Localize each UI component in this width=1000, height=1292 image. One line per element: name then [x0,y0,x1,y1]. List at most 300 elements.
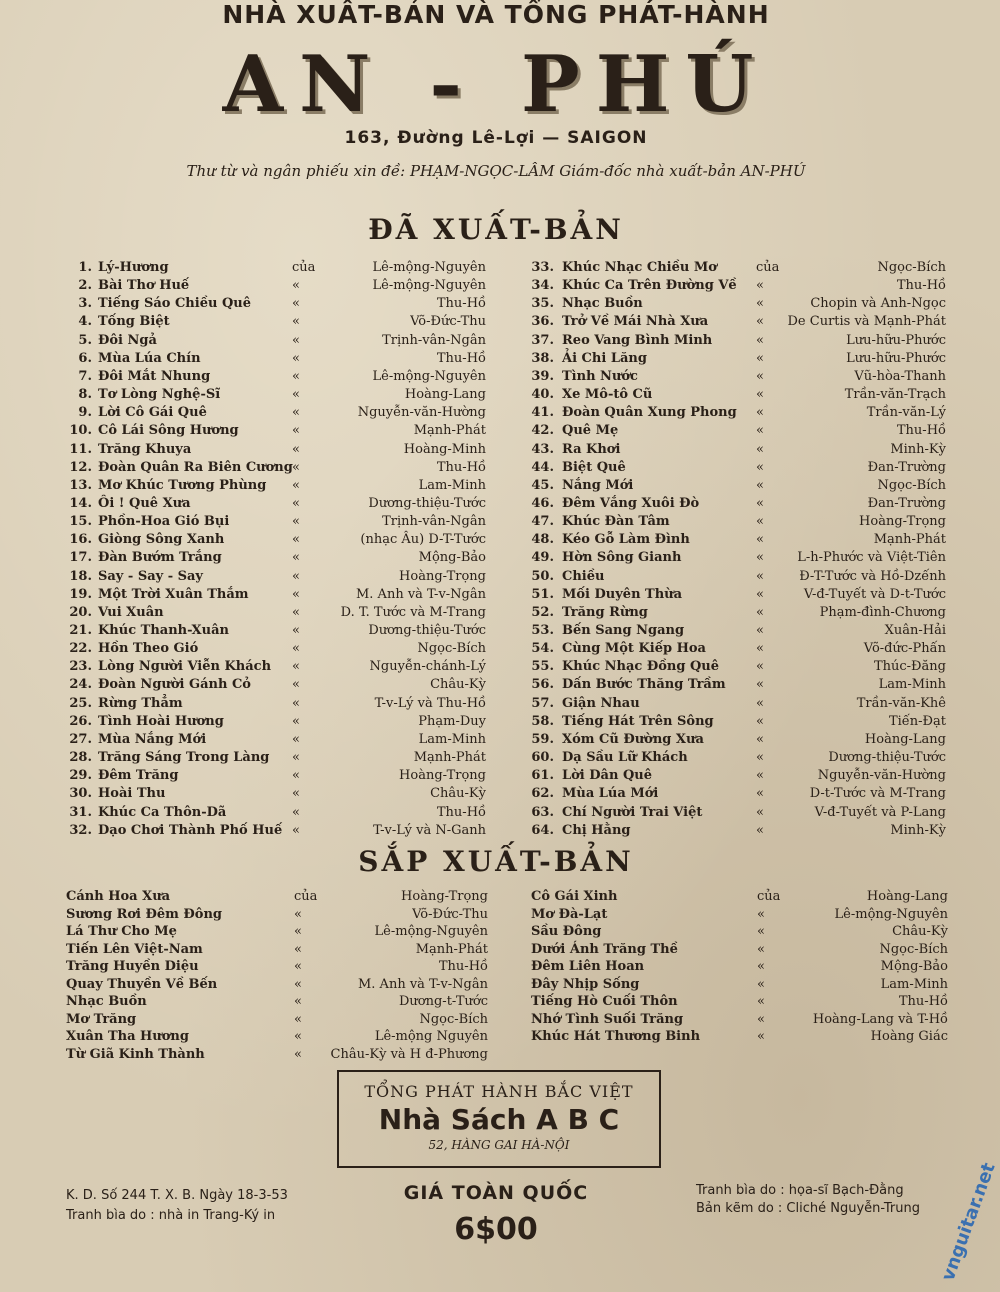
item-title: Hoài Thu [98,786,166,802]
upcoming-title: Xuân Tha Hương [66,1029,189,1044]
upcoming-author: Thu-Hồ [898,994,948,1009]
item-by: « [292,477,300,493]
item-by: « [292,677,300,693]
item-title: Kéo Gỗ Làm Đình [562,532,690,548]
item-title: Vui Xuân [98,604,164,620]
item-number: 32. [69,822,92,838]
item-number: 14. [69,495,92,511]
item-title: Đoàn Người Gánh Cỏ [98,677,251,693]
item-number: 58. [531,713,554,729]
footer-left-1: K. D. Số 244 T. X. B. Ngày 18-3-53 [66,1188,288,1203]
item-title: Dấn Bước Thăng Trầm [562,677,726,693]
upcoming-by: « [294,941,302,957]
item-number: 60. [531,750,554,766]
item-author: Hoàng-Lang [404,387,486,403]
item-by: « [292,623,300,638]
item-author: Ngọc-Bích [877,477,946,493]
item-title: Giận Nhau [562,695,640,711]
item-by: « [292,368,300,384]
upcoming-by: « [294,976,302,992]
item-by: « [292,822,300,838]
item-title: Reo Vang Bình Minh [562,332,713,348]
item-number: 50. [531,568,554,584]
upcoming-title: Mơ Đà-Lạt [531,906,608,922]
item-number: 30. [69,786,92,802]
item-title: Phồn-Hoa Gió Bụi [98,514,230,530]
item-title: Đêm Trăng [98,768,179,784]
item-number: 21. [69,623,92,638]
upcoming-by: « [294,1046,302,1062]
item-by: « [292,568,300,584]
item-number: 27. [69,731,92,747]
item-title: Chiều [562,568,605,584]
item-title: Nắng Mới [562,477,634,493]
item-author: Mạnh-Phát [873,532,946,548]
item-title: Trăng Sáng Trong Làng [98,750,270,766]
upcoming-title: Tiếng Hò Cuối Thôn [531,994,678,1009]
item-number: 18. [69,568,92,584]
upcoming-title: Tiến Lên Việt-Nam [66,941,203,957]
upcoming-author: Hoàng-Lang [866,889,948,904]
upcoming-by: « [757,1029,765,1044]
item-by: « [292,768,300,784]
item-title: Hờn Sông Gianh [562,550,682,566]
ad-line-2: Nhà Sách A B C [378,1103,620,1136]
item-number: 48. [531,532,554,548]
item-by: « [756,641,764,657]
item-number: 7. [78,368,92,384]
item-by: « [756,604,764,620]
item-author: Tiến-Đạt [888,713,946,729]
item-author: Trịnh-vân-Ngân [382,514,486,530]
item-author: V-đ-Tuyết và D-t-Tước [803,586,946,602]
item-author: Thúc-Đăng [873,659,946,675]
item-number: 49. [531,550,554,566]
upcoming-title: Đây Nhịp Sống [531,976,640,992]
upcoming-by: « [294,924,302,939]
item-by: « [756,677,764,693]
item-by: « [756,332,764,348]
item-title: Dạo Chơi Thành Phố Huế [98,822,283,838]
item-title: Tình Hoài Hương [98,713,224,729]
item-number: 31. [69,804,92,820]
item-by: « [292,750,300,766]
upcoming-by: « [757,976,765,992]
item-title: Nhạc Buồn [562,296,643,312]
item-author: Lê-mộng-Nguyên [372,278,486,294]
upcoming-by: « [294,1029,302,1044]
item-by: « [756,368,764,384]
item-title: Hồn Theo Gió [98,641,199,657]
item-by: « [756,713,764,729]
item-author: Trần-văn-Khê [856,695,946,711]
upcoming-by: « [757,924,765,939]
upcoming-author: Châu-Kỳ [892,924,948,939]
ad-line-3: 52, HÀNG GAI HÀ-NỘI [428,1138,570,1152]
upcoming-author: Thu-Hồ [438,959,488,974]
item-title: Khúc Nhạc Chiều Mơ [562,260,717,275]
item-by: « [292,604,300,620]
item-author: Dương-thiệu-Tước [828,750,946,766]
item-by: « [756,278,764,294]
published-section-title: ĐÃ XUẤT-BẢN [368,213,624,246]
contact-line: Thư từ và ngân phiếu xin đề: PHẠM-NGỌC-LÂM Giám-đốc nhà xuất-bản AN-PHÚ [186,162,806,180]
item-title: Lòng Người Viễn Khách [98,659,272,675]
item-title: Đàn Bướm Trắng [98,550,222,566]
item-number: 1. [78,260,92,275]
item-author: Lưu-hữu-Phước [846,350,946,366]
item-title: Lý-Hương [98,260,169,275]
item-by: « [292,550,300,566]
item-author: Lam-Minh [418,477,486,493]
item-by: « [756,623,764,638]
upcoming-title: Cánh Hoa Xưa [66,889,171,904]
item-number: 33. [531,260,554,275]
item-by: « [756,731,764,747]
item-title: Chí Người Trai Việt [562,804,703,820]
item-by: « [756,550,764,566]
item-title: Say - Say - Say [98,568,203,584]
upcoming-section-title: SẮP XUẤT-BẢN [358,845,634,878]
item-by: « [756,387,764,403]
item-author: Thu-Hồ [436,459,486,475]
item-by: « [292,586,300,602]
publisher-heading: NHÀ XUẤT-BẢN VÀ TỔNG PHÁT-HÀNH [222,0,770,29]
item-number: 19. [69,586,92,602]
item-title: Khúc Ca Thôn-Dã [98,804,227,820]
upcoming-author: Hoàng-Trọng [401,889,488,904]
item-author: Hoàng-Trọng [859,514,946,530]
item-by: « [292,387,300,403]
item-number: 64. [531,822,554,838]
item-number: 38. [531,350,554,366]
item-author: Dương-thiệu-Tước [368,623,486,638]
upcoming-author: Ngọc-Bích [879,941,948,957]
item-number: 29. [69,768,92,784]
item-by: « [756,804,764,820]
upcoming-title: Lá Thư Cho Mẹ [66,924,177,939]
item-by: « [756,314,764,330]
item-title: Mùa Lúa Mới [562,786,659,802]
upcoming-author: Mộng-Bảo [880,959,948,974]
item-by: « [292,786,300,802]
upcoming-author: Châu-Kỳ và H đ-Phương [330,1046,488,1062]
upcoming-author: Võ-Đức-Thu [412,906,488,922]
item-author: Thu-Hồ [896,278,946,294]
item-author: Phạm-Duy [418,713,486,729]
item-number: 11. [69,441,92,457]
item-number: 37. [531,332,554,348]
item-title: Khúc Ca Trên Đường Về [562,278,737,294]
item-number: 45. [531,477,554,493]
item-author: Đan-Trường [867,459,946,475]
item-author: Nguyễn-văn-Hường [357,405,486,421]
item-number: 8. [78,387,92,403]
item-author: Lam-Minh [878,677,946,693]
item-number: 39. [531,368,554,384]
item-number: 62. [531,786,554,802]
item-title: Đôi Ngả [98,332,157,348]
item-by: « [756,350,764,366]
item-number: 6. [78,350,92,366]
item-author: Trần-văn-Lý [866,405,946,421]
item-author: Hoàng-Trọng [399,568,486,584]
item-by: « [292,314,300,330]
item-number: 28. [69,750,92,766]
item-number: 44. [531,459,554,475]
item-author: Hoàng-Lang [864,731,946,747]
item-author: Thu-Hồ [436,296,486,312]
item-author: Minh-Kỳ [890,822,946,838]
item-number: 15. [69,514,92,530]
upcoming-title: Khúc Hát Thương Binh [531,1029,701,1044]
upcoming-author: Lê-mộng-Nguyên [834,906,948,922]
upcoming-title: Sầu Đông [531,924,602,939]
item-number: 22. [69,641,92,657]
item-by: « [756,405,764,421]
price-label: GIÁ TOÀN QUỐC [403,1182,589,1204]
item-number: 56. [531,677,554,693]
item-title: Mùa Nắng Mới [98,731,207,747]
item-number: 20. [69,604,92,620]
item-author: V-đ-Tuyết và P-Lang [814,804,946,820]
item-author: Lê-mộng-Nguyên [372,368,486,384]
item-author: Chopin và Anh-Ngọc [810,296,946,312]
watermark: vnguitar.net [937,1160,1000,1284]
item-title: Đôi Mắt Nhung [98,368,211,384]
item-number: 54. [531,641,554,657]
item-by: « [756,495,764,511]
upcoming-by: « [294,994,302,1009]
item-title: Mùa Lúa Chín [98,350,201,366]
upcoming-title: Cô Gái Xinh [531,889,618,904]
upcoming-title: Nhạc Buồn [66,994,147,1009]
item-by: « [756,423,764,439]
item-by: « [756,695,764,711]
item-title: Mối Duyên Thừa [562,586,683,602]
item-title: Trăng Rừng [562,604,648,620]
item-title: Bài Thơ Huế [98,278,190,294]
item-number: 12. [69,459,92,475]
item-number: 59. [531,731,554,747]
item-title: Tống Biệt [98,314,170,330]
item-title: Khúc Nhạc Đồng Quê [562,659,719,675]
item-number: 40. [531,387,554,403]
item-author: Thu-Hồ [436,350,486,366]
item-number: 25. [69,695,92,711]
item-by: « [292,495,300,511]
item-by: « [292,514,300,530]
item-by: « [756,750,764,766]
item-number: 16. [69,532,92,548]
item-author: Mạnh-Phát [413,750,486,766]
item-by: « [292,423,300,439]
item-author: T-v-Lý và N-Ganh [373,822,486,838]
item-number: 26. [69,713,92,729]
price: 6$00 [454,1212,538,1247]
publisher-name: AN - PHÚ [222,39,770,130]
item-title: Rừng Thẳm [98,695,183,711]
upcoming-by: « [294,906,302,922]
item-author: Hoàng-Minh [403,441,486,457]
item-title: Quê Mẹ [562,423,619,439]
item-title: Biệt Quê [562,459,626,475]
item-by: « [756,568,764,584]
item-title: Giòng Sông Xanh [98,532,225,548]
item-number: 3. [78,296,92,312]
item-author: Thu-Hồ [436,804,486,820]
item-author: Trần-văn-Trạch [844,387,946,403]
item-author: Nguyễn-chánh-Lý [369,659,486,675]
upcoming-author: M. Anh và T-v-Ngân [357,976,488,992]
item-author: Dương-thiệu-Tước [368,495,486,511]
footer-right-2: Bản kẽm do : Cliché Nguyễn-Trung [696,1201,920,1216]
upcoming-author: Lê-mộng Nguyên [374,1029,488,1044]
item-author: Châu-Kỳ [430,786,486,802]
item-title: Ôi ! Quê Xưa [98,495,191,511]
item-by: « [756,659,764,675]
item-number: 35. [531,296,554,312]
item-title: Đêm Vắng Xuôi Đò [562,495,700,511]
item-title: Trăng Khuya [98,441,192,457]
item-number: 9. [78,405,92,421]
item-number: 43. [531,441,554,457]
item-by: « [756,786,764,802]
upcoming-by: của [757,889,781,904]
item-number: 17. [69,550,92,566]
upcoming-title: Quay Thuyền Về Bến [66,976,218,992]
upcoming-author: Hoàng-Lang và T-Hồ [812,1011,948,1027]
ad-line-1: TỔNG PHÁT HÀNH BẮC VIỆT [364,1082,634,1101]
item-number: 46. [531,495,554,511]
item-by: « [292,532,300,548]
item-by: « [292,695,300,711]
upcoming-author: Mạnh-Phát [415,941,488,957]
item-author: Thu-Hồ [896,423,946,439]
item-author: Mạnh-Phát [413,423,486,439]
item-author: Lê-mộng-Nguyên [372,260,486,275]
item-author: T-v-Lý và Thu-Hồ [374,695,486,711]
item-by: « [292,332,300,348]
item-by: « [292,441,300,457]
upcoming-title: Nhớ Tình Suối Trăng [531,1011,684,1027]
upcoming-by: « [757,941,765,957]
item-by: « [292,659,300,675]
item-number: 36. [531,314,554,330]
item-author: Lưu-hữu-Phước [846,332,946,348]
item-title: Ra Khơi [562,441,621,457]
item-number: 52. [531,604,554,620]
item-author: Phạm-đình-Chương [819,604,946,620]
item-number: 47. [531,514,554,530]
item-title: Tiếng Hát Trên Sông [562,713,714,729]
item-author: Đan-Trường [867,495,946,511]
item-by: « [756,514,764,530]
publisher-address: 163, Đường Lê-Lợi — SAIGON [344,128,648,148]
item-author: Lam-Minh [418,731,486,747]
upcoming-by: của [294,889,318,904]
upcoming-by: « [757,994,765,1009]
item-by: « [292,405,300,421]
item-title: Bến Sang Ngang [562,623,685,638]
item-by: « [756,822,764,838]
item-by: « [756,768,764,784]
item-number: 10. [69,423,92,439]
item-title: Ải Chi Lăng [562,350,647,366]
item-by: của [292,260,316,275]
item-title: Dạ Sầu Lữ Khách [562,750,688,766]
upcoming-title: Trăng Huyền Diệu [66,959,199,974]
item-author: D. T. Tước và M-Trang [340,604,486,620]
item-title: Một Trời Xuân Thắm [98,586,249,602]
item-author: Ngọc-Bích [877,260,946,275]
upcoming-author: Lam-Minh [880,976,948,992]
item-title: Khúc Thanh-Xuân [98,623,229,638]
item-number: 23. [69,659,92,675]
item-by: « [292,713,300,729]
upcoming-by: « [757,959,765,974]
item-author: Hoàng-Trọng [399,768,486,784]
item-author: Vũ-hòa-Thanh [854,368,946,384]
item-title: Đoàn Quân Ra Biên Cương [98,459,293,475]
item-number: 4. [78,314,92,330]
item-author: Minh-Kỳ [890,441,946,457]
item-by: « [292,459,300,475]
item-by: « [756,296,764,312]
upcoming-by: « [294,1011,302,1027]
item-author: Nguyễn-văn-Hường [817,768,946,784]
upcoming-author: Hoàng Giác [870,1029,948,1044]
item-title: Tơ Lòng Nghệ-Sĩ [98,387,221,403]
item-title: Đoàn Quân Xung Phong [562,405,737,421]
item-number: 55. [531,659,554,675]
upcoming-title: Đêm Liên Hoan [531,959,645,974]
item-by: « [756,586,764,602]
item-by: « [292,296,300,312]
item-title: Chị Hằng [562,822,631,838]
item-number: 61. [531,768,554,784]
item-title: Cùng Một Kiếp Hoa [562,641,706,657]
upcoming-by: « [757,906,765,922]
item-by: « [292,641,300,657]
item-title: Tiếng Sáo Chiều Quê [98,296,251,312]
item-number: 63. [531,804,554,820]
item-by: « [292,731,300,747]
item-title: Khúc Đàn Tâm [562,514,670,530]
item-by: « [292,350,300,366]
footer-right-1: Tranh bìa do : họa-sĩ Bạch-Đằng [696,1183,904,1198]
item-author: Châu-Kỳ [430,677,486,693]
item-title: Lời Cô Gái Quê [98,405,207,421]
item-by: « [292,278,300,294]
item-title: Cô Lái Sông Hương [98,423,239,439]
item-title: Xe Mô-tô Cũ [562,387,653,403]
item-by: « [756,477,764,493]
upcoming-author: Ngọc-Bích [419,1011,488,1027]
item-number: 24. [69,677,92,693]
item-number: 5. [78,332,92,348]
item-number: 13. [69,477,92,493]
item-author: L-h-Phước và Việt-Tiên [797,550,946,566]
item-title: Mơ Khúc Tương Phùng [98,477,267,493]
item-author: Võ-Đức-Thu [410,314,486,330]
item-author: Đ-T-Tước và Hồ-Dzếnh [799,568,946,584]
item-number: 41. [531,405,554,421]
item-author: Mộng-Bảo [418,550,486,566]
upcoming-title: Sương Rơi Đêm Đông [66,906,223,922]
item-by: « [756,441,764,457]
item-author: (nhạc Âu) D-T-Tước [360,532,486,548]
